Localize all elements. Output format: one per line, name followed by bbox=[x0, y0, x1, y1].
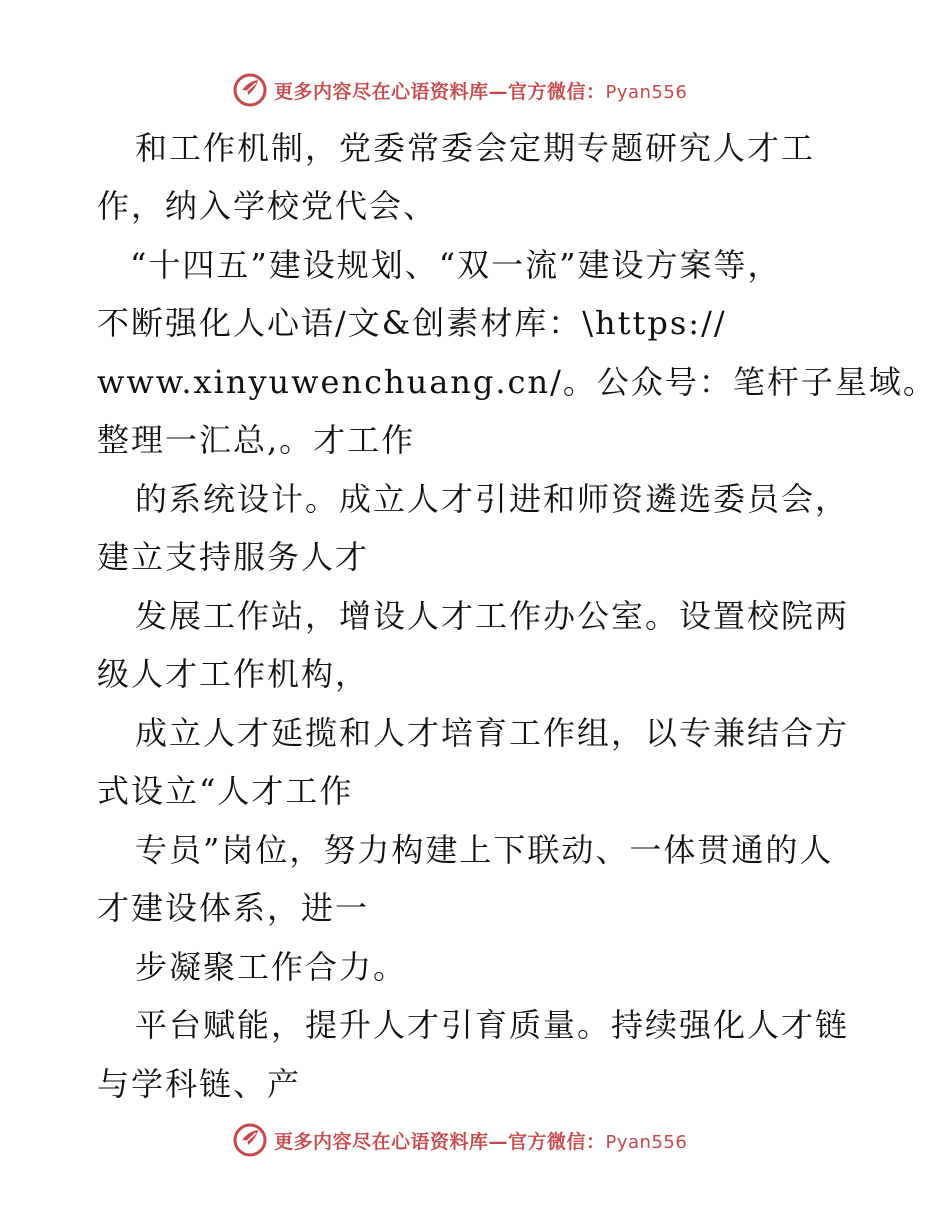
text-line: 整理一汇总,。才工作 bbox=[97, 421, 416, 459]
text-line: 建立支持服务人才 bbox=[97, 538, 370, 576]
text-line: 的系统设计。成立人才引进和师资遴选委员会， bbox=[135, 480, 850, 518]
pen-nib-logo-icon bbox=[232, 1122, 268, 1158]
text-line: 才建设体系，进一 bbox=[97, 889, 370, 927]
text-line: 发展工作站，增设人才工作办公室。设置校院两 bbox=[135, 597, 850, 635]
header-watermark bbox=[232, 72, 752, 108]
text-line: 平台赋能，提升人才引育质量。持续强化人才链 bbox=[135, 1006, 850, 1044]
text-line: “十四五”建设规划、“双一流”建设方案等， bbox=[130, 246, 782, 284]
text-line: 步凝聚工作合力。 bbox=[135, 948, 408, 986]
watermark-text: 更多内容尽在心语资料库—官方微信：Pyan556 bbox=[274, 80, 688, 103]
text-line: 不断强化人心语/文&创素材库：\https:// bbox=[97, 304, 727, 342]
text-line: 级人才工作机构， bbox=[97, 655, 370, 693]
text-line: www.xinyuwenchuang.cn/。公众号：笔杆子星域。 bbox=[97, 363, 937, 401]
footer-watermark bbox=[232, 1122, 752, 1158]
text-line: 与学科链、产 bbox=[97, 1065, 302, 1103]
pen-nib-logo-icon bbox=[232, 72, 268, 108]
wechat-id: Pyan556 bbox=[605, 81, 688, 103]
text-line: 式设立“人才工作 bbox=[97, 772, 354, 810]
text-line: 和工作机制，党委常委会定期专题研究人才工 bbox=[135, 129, 816, 167]
watermark-text: 更多内容尽在心语资料库—官方微信：Pyan556 bbox=[274, 1130, 688, 1153]
text-line: 作，纳入学校党代会、 bbox=[97, 187, 438, 225]
text-line: 成立人才延揽和人才培育工作组，以专兼结合方 bbox=[135, 714, 850, 752]
wechat-id: Pyan556 bbox=[605, 1131, 688, 1153]
text-line: 专员”岗位，努力构建上下联动、一体贯通的人 bbox=[135, 831, 834, 869]
